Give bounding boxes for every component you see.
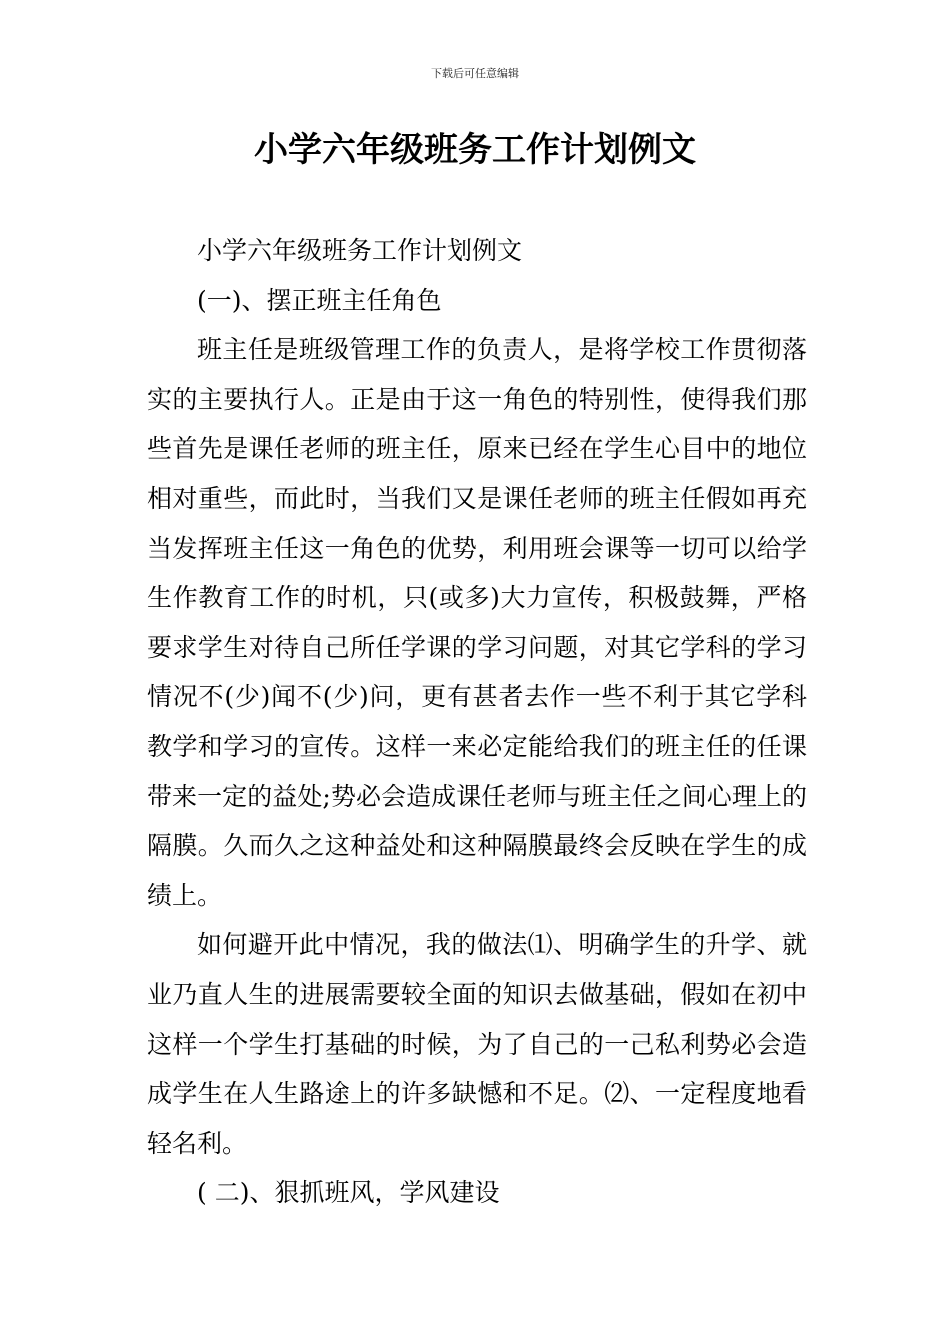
paragraph-section-heading-2: ( 二)、狠抓班风，学风建设	[197, 1178, 500, 1208]
paragraph-section-heading-1: (一)、摆正班主任角色	[197, 285, 442, 315]
paragraph-subtitle: 小学六年级班务工作计划例文	[197, 236, 523, 265]
document-title: 小学六年级班务工作计划例文	[254, 130, 696, 170]
document-body	[147, 226, 807, 1218]
paragraph-body-1: 班主任是班级管理工作的负责人，是将学校工作贯彻落实的主要执行人。正是由于这一角色的特别性，使得我们那些首先是课任老师的班主任，原来已经在学生心目中的地位相对重些，而此时，当我们又是课任老师的班主任假如再充当发挥班主任这一角色的优势，利用班会课等一切可以给学生作教育工作的时机，只(或多)大力宣传，积极鼓舞，严格要求学生对待自己所任学课的学习问题，对其它学科的学习情况不(少)闻不(少)问，更有甚者去作一些不利于其它学科教学和学习的宣传。这样一来必定能给我们的班主任的任课带来一定的益处;势必会造成课任老师与班主任之间心理上的隔膜。久而久之这种益处和这种隔膜最终会反映在学生的成绩上。	[147, 335, 807, 910]
paragraph-body-2: 如何避开此中情况，我的做法⑴、明确学生的升学、就业乃直人生的进展需要较全面的知识去做基础，假如在初中这样一个学生打基础的时候，为了自己的一己私利势必会造成学生在人生路途上的许多缺憾和不足。⑵、一定程度地看轻名利。	[147, 930, 807, 1158]
header-note: 下载后可任意编辑	[431, 67, 519, 80]
